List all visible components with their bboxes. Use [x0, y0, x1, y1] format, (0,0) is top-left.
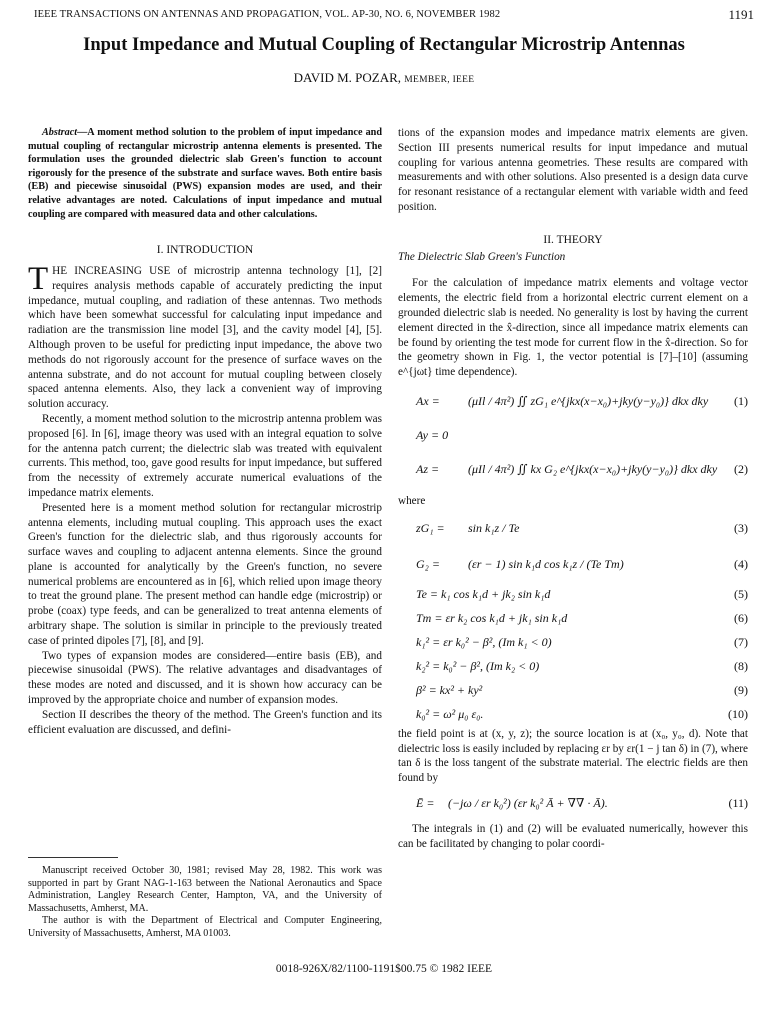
abstract-label: Abstract	[42, 127, 78, 138]
abstract	[28, 126, 382, 221]
equation-4-rhs: (εr − 1) sin k₁d cos k₁z / (Te Tm)	[468, 556, 624, 571]
equation-4-lhs: G₂ =	[416, 556, 440, 571]
subsection-heading: The Dielectric Slab Green's Function	[398, 250, 566, 263]
equation-ay-lhs: Ay = 0	[416, 427, 449, 442]
equation-6-number: (6)	[734, 610, 748, 625]
footnote	[28, 865, 382, 940]
integrals-paragraph: The integrals in (1) and (2) will be evaluated numerically, however this can be facilitated by changing to polar coordi-	[398, 822, 748, 850]
right-column	[398, 126, 748, 852]
theory-paragraph: For the calculation of impedance matrix elements and voltage vector elements, the electric field from a horizontal electric current element on a grounded dielectric slab is needed. No generality is lost by having the current element directed in the x̂-direction, since all impedance matrix elements can be found by orienting the test mode for current flow in the x̂-direction. So for the geometry shown in Fig. 1, the vector potential is [7]–[10] (assuming e^{jωt} time dependence).	[398, 277, 748, 379]
equation-5-number: (5)	[734, 586, 748, 601]
equation-2-number: (2)	[734, 461, 748, 476]
equation-6	[398, 607, 748, 631]
drop-cap: T	[28, 260, 49, 297]
intro-paragraph-3: Presented here is a moment method solution for rectangular microstrip antenna elements, including mutual coupling. This approach uses the exact Green's function for the dielectric slab, and thus rigorously accounts for surface waves and coupling to adjacent antenna elements. Since the ground plane is accounted for analytically by the Green's function, no severe numerical problems are encountered as in [6], which relied upon image theory to treat the ground plane. The present method can handle edge (microstrip) or probe (coax) type feeds, and can be generalized to treat antenna elements of arbitrary shape. The solution is similar in principle to the previously treated case of printed dipoles [7], [8], and [9].	[28, 501, 382, 647]
equation-7-lhs: k₁² = εr k₀² − β², (Im k₁ < 0)	[416, 634, 552, 649]
equation-8	[398, 655, 748, 679]
equation-8-lhs: k₂² = k₀² − β², (Im k₂ < 0)	[416, 658, 540, 673]
where-text: where	[398, 494, 426, 507]
left-column	[28, 126, 382, 737]
author-name: DAVID M. POZAR,	[293, 70, 402, 85]
equation-1-rhs: (μIl / 4π²) ∬ zG₁ e^{jkx(x−x₀)+jky(y−y₀)} dkx dky	[468, 393, 709, 408]
equation-4-number: (4)	[734, 556, 748, 571]
paper-title: Input Impedance and Mutual Coupling of Rectangular Microstrip Antennas	[83, 35, 685, 55]
equation-1	[398, 380, 748, 424]
equation-7	[398, 631, 748, 655]
copyright-line: 0018-926X/82/1100-1191$00.75 © 1982 IEEE	[275, 963, 493, 975]
author-membership: MEMBER, IEEE	[404, 75, 475, 85]
equation-9-number: (9)	[734, 682, 748, 697]
equation-9	[398, 679, 748, 703]
equation-10-number: (10)	[728, 706, 748, 721]
field-point-paragraph: the field point is at (x, y, z); the source location is at (x₀, y₀, d). Note that dielectric loss is easily included by replacing εr by εr(1 − j tan δ) in (7), where tan δ is the loss tangent of the substrate material. The electric fields are then found by	[398, 727, 748, 785]
equation-3-rhs: sin k₁z / Te	[468, 520, 520, 535]
equation-9-lhs: β² = kx² + ky²	[416, 682, 483, 697]
equation-8-number: (8)	[734, 658, 748, 673]
equation-1-lhs: Ax =	[416, 393, 440, 408]
intro-paragraph-4: Two types of expansion modes are considered—entire basis (EB), and piecewise sinusoidal (PWS). The relative advantages and disadvantages of these modes are noted and discussed, and it is shown how accuracy can be improved by the appropriate choice and number of expansion modes.	[28, 649, 382, 707]
equation-7-number: (7)	[734, 634, 748, 649]
equation-10	[398, 703, 748, 727]
section-heading-theory: II. THEORY	[543, 233, 603, 246]
equation-11-number: (11)	[728, 795, 748, 810]
equation-ay	[398, 424, 748, 448]
equation-3-number: (3)	[734, 520, 748, 535]
footnote-rule	[28, 857, 118, 858]
equation-1-number: (1)	[734, 393, 748, 408]
author-line	[0, 70, 768, 86]
page-number: 1191	[728, 7, 754, 22]
intro-paragraph-2: Recently, a moment method solution to the microstrip antenna problem was proposed [6]. In [6], image theory was used with an integral equation to solve for the antenna patch current; the dielectric slab was treated with equivalent currents. This method, too, gave good results for input impedance, but suffered from the necessity of extremely accurate numerical evaluations of the impedance matrix elements.	[28, 412, 382, 499]
equation-4	[398, 547, 748, 583]
intro-paragraph-1	[28, 260, 382, 412]
equation-11-rhs: (−jω / εr k₀²) (εr k₀² Ā + ∇∇ · Ā).	[448, 795, 608, 810]
equation-6-lhs: Tm = εr k₂ cos k₁d + jk₁ sin k₁d	[416, 610, 568, 625]
intro-continuation: tions of the expansion modes and impedance matrix elements are given. Section III presents numerical results for input impedance and mutual coupling for various antenna geometries. These results are compared with measurements and with other solutions. Also presented is a design data curve for resonant resistance of a rectangular element with variable width and feed position.	[398, 127, 748, 213]
running-header: IEEE TRANSACTIONS ON ANTENNAS AND PROPAGATION, VOL. AP-30, NO. 6, NOVEMBER 1982	[34, 9, 501, 20]
equation-3	[398, 511, 748, 547]
equation-11-lhs: Ē =	[416, 795, 435, 810]
section-heading-introduction: I. INTRODUCTION	[156, 244, 254, 257]
equation-2-rhs: (μIl / 4π²) ∬ kx G₂ e^{jkx(x−x₀)+jky(y−y₀)} dkx dky	[468, 461, 718, 476]
footnote-manuscript: Manuscript received October 30, 1981; revised May 28, 1982. This work was supported in part by Grant NAG-1-163 between the National Aeronautics and Space Administration, Langley Research Center, Hampton, VA, and the University of Massachusetts, Amherst, MA.	[28, 865, 382, 914]
equation-5	[398, 583, 748, 607]
intro-paragraph-5: Section II describes the theory of the method. The Green's function and its efficient evaluation are discussed, and defini-	[28, 708, 382, 736]
equation-3-lhs: zG₁ =	[416, 520, 445, 535]
equation-2	[398, 448, 748, 492]
intro-paragraph-1-text: HE INCREASING USE of microstrip antenna technology [1], [2] requires analysis methods capable of accurately predicting the input impedance, mutual coupling, and radiation of these antennas. Two methods which have been somewhat successful for calculating input impedance and radiation are the transmission line model [3], and the cavity model [4], [5]. Although proven to be useful for predicting input impedance, the above two methods do not rigorously account for the presence of surface waves on the antenna substrate, and do not account for mutual coupling between closely spaced antenna elements. Also, they lack a convenient way of improving solution accuracy.	[28, 264, 382, 411]
equation-10-lhs: k₀² = ω² μ₀ ε₀.	[416, 706, 484, 721]
abstract-text: —A moment method solution to the problem of input impedance and mutual coupling of rectangular microstrip antenna elements is presented. The formulation uses the grounded dielectric slab Green's function to account rigorously for the presence of the substrate and surface waves. Both entire basis (EB) and piecewise sinusoidal (PWS) expansion modes are used, and their relative advantages are noted. Calculations of input impedance and mutual coupling are compared with measured data and other calculations.	[28, 127, 382, 220]
equation-11	[398, 786, 748, 822]
equation-5-lhs: Te = k₁ cos k₁d + jk₂ sin k₁d	[416, 586, 551, 601]
equation-2-lhs: Az =	[416, 461, 440, 476]
footnote-affiliation: The author is with the Department of Electrical and Computer Engineering, University of Massachusetts, Amherst, MA 01003.	[28, 915, 382, 939]
